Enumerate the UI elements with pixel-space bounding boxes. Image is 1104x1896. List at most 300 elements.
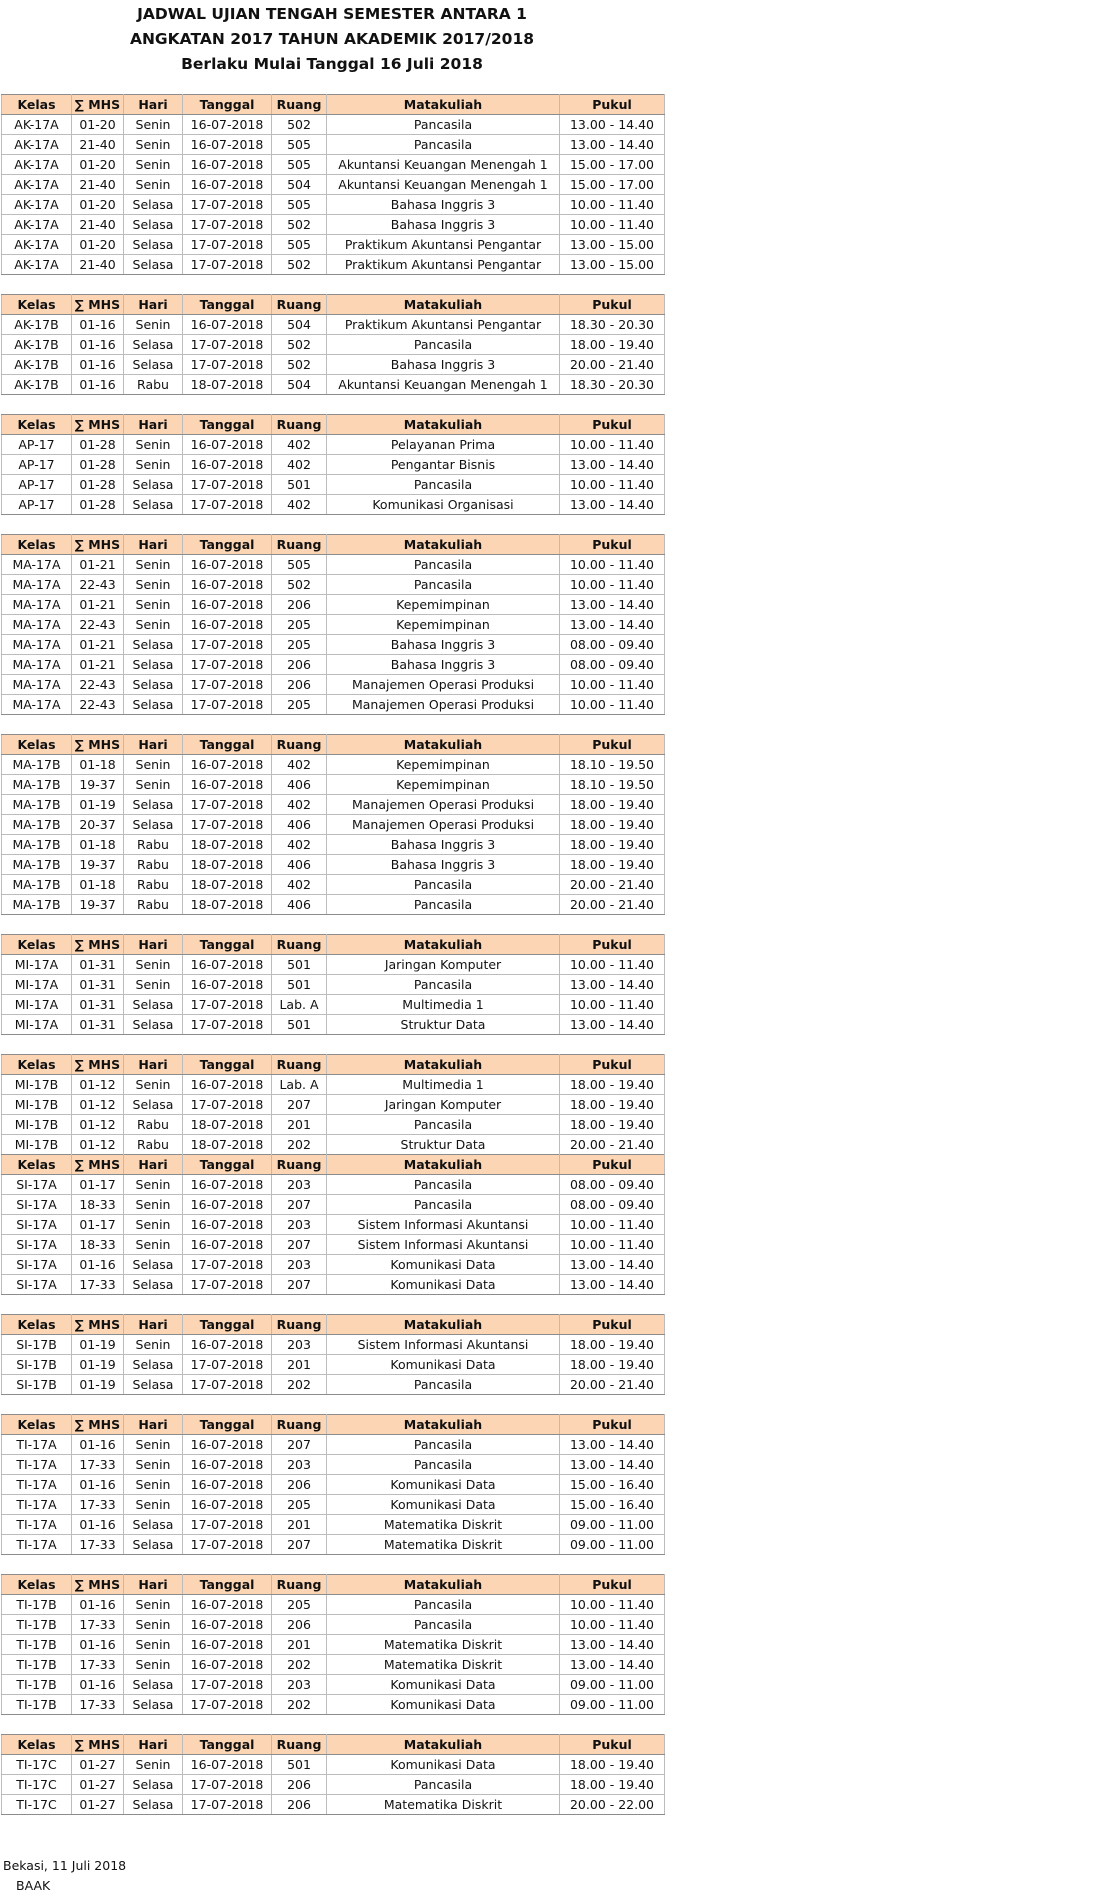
header-hari: Hari [124,735,183,755]
cell-kelas: AK-17A [2,255,72,275]
cell-hari: Senin [124,315,183,335]
cell-jumlah-mhs: 17-33 [72,1275,124,1295]
cell-kelas: SI-17A [2,1215,72,1235]
cell-jumlah-mhs: 01-18 [72,755,124,775]
cell-kelas: AK-17B [2,315,72,335]
cell-hari: Senin [124,1595,183,1615]
cell-pukul: 13.00 - 14.40 [560,1015,665,1035]
cell-tanggal: 16-07-2018 [183,315,272,335]
header-tanggal: Tanggal [183,1315,272,1335]
cell-jumlah-mhs: 01-17 [72,1215,124,1235]
header-pukul: Pukul [560,735,665,755]
cell-matakuliah: Bahasa Inggris 3 [327,215,560,235]
cell-matakuliah: Pancasila [327,335,560,355]
cell-pukul: 10.00 - 11.40 [560,675,665,695]
cell-kelas: TI-17A [2,1535,72,1555]
table-row [2,975,665,995]
header-hari: Hari [124,1155,183,1175]
header-hari: Hari [124,535,183,555]
cell-matakuliah: Akuntansi Keuangan Menengah 1 [327,175,560,195]
cell-kelas: TI-17A [2,1495,72,1515]
cell-matakuliah: Akuntansi Keuangan Menengah 1 [327,375,560,395]
cell-matakuliah: Bahasa Inggris 3 [327,655,560,675]
cell-ruang: 402 [272,795,327,815]
cell-ruang: 203 [272,1255,327,1275]
cell-pukul: 13.00 - 14.40 [560,595,665,615]
cell-kelas: TI-17A [2,1455,72,1475]
cell-matakuliah: Bahasa Inggris 3 [327,195,560,215]
cell-matakuliah: Akuntansi Keuangan Menengah 1 [327,155,560,175]
cell-kelas: AK-17B [2,375,72,395]
cell-tanggal: 17-07-2018 [183,255,272,275]
cell-ruang: 205 [272,1495,327,1515]
cell-ruang: 201 [272,1115,327,1135]
cell-kelas: SI-17A [2,1195,72,1215]
cell-tanggal: 16-07-2018 [183,1615,272,1635]
cell-hari: Senin [124,615,183,635]
cell-kelas: SI-17B [2,1375,72,1395]
cell-kelas: MI-17A [2,975,72,995]
table-row [2,595,665,615]
table-row [2,235,665,255]
cell-hari: Rabu [124,835,183,855]
cell-jumlah-mhs: 21-40 [72,135,124,155]
cell-matakuliah: Komunikasi Data [327,1475,560,1495]
cell-ruang: 206 [272,1795,327,1815]
cell-pukul: 09.00 - 11.00 [560,1515,665,1535]
cell-tanggal: 16-07-2018 [183,955,272,975]
cell-matakuliah: Bahasa Inggris 3 [327,635,560,655]
table-row [2,1595,665,1615]
cell-pukul: 20.00 - 22.00 [560,1795,665,1815]
cell-ruang: 505 [272,135,327,155]
cell-jumlah-mhs: 01-21 [72,655,124,675]
header-tanggal: Tanggal [183,1575,272,1595]
schedule-table [1,1414,665,1555]
cell-pukul: 13.00 - 14.40 [560,115,665,135]
table-row [2,195,665,215]
cell-hari: Senin [124,1215,183,1235]
header-pukul: Pukul [560,935,665,955]
cell-jumlah-mhs: 01-16 [72,1595,124,1615]
cell-matakuliah: Pancasila [327,1195,560,1215]
title-line-2: ANGKATAN 2017 TAHUN AKADEMIK 2017/2018 [129,30,535,48]
cell-hari: Selasa [124,695,183,715]
cell-hari: Selasa [124,1375,183,1395]
table-row [2,1615,665,1635]
header-hari: Hari [124,1055,183,1075]
header-hari: Hari [124,1315,183,1335]
cell-kelas: TI-17B [2,1615,72,1635]
cell-pukul: 13.00 - 15.00 [560,255,665,275]
cell-pukul: 08.00 - 09.40 [560,655,665,675]
cell-pukul: 10.00 - 11.40 [560,1595,665,1615]
cell-ruang: 202 [272,1655,327,1675]
table-row [2,1755,665,1775]
cell-pukul: 13.00 - 14.40 [560,1435,665,1455]
cell-tanggal: 17-07-2018 [183,1255,272,1275]
cell-tanggal: 16-07-2018 [183,1215,272,1235]
table-header-row [2,1575,665,1595]
table-row [2,495,665,515]
schedule-table [1,294,665,395]
schedule-table [1,94,665,275]
schedule-table [1,1054,665,1155]
cell-ruang: 505 [272,195,327,215]
cell-kelas: TI-17C [2,1775,72,1795]
cell-jumlah-mhs: 01-28 [72,435,124,455]
schedule-table [1,934,665,1035]
cell-jumlah-mhs: 01-16 [72,1675,124,1695]
cell-tanggal: 17-07-2018 [183,695,272,715]
schedule-table [1,734,665,915]
cell-tanggal: 17-07-2018 [183,1675,272,1695]
header-ruang: Ruang [272,535,327,555]
cell-tanggal: 16-07-2018 [183,1335,272,1355]
cell-jumlah-mhs: 01-31 [72,975,124,995]
cell-kelas: AK-17A [2,235,72,255]
cell-hari: Senin [124,1435,183,1455]
cell-hari: Rabu [124,375,183,395]
cell-tanggal: 17-07-2018 [183,1515,272,1535]
cell-jumlah-mhs: 01-16 [72,1435,124,1455]
cell-hari: Senin [124,575,183,595]
cell-pukul: 10.00 - 11.40 [560,475,665,495]
cell-jumlah-mhs: 19-37 [72,855,124,875]
cell-kelas: AK-17A [2,215,72,235]
table-row [2,1095,665,1115]
cell-hari: Selasa [124,1535,183,1555]
cell-tanggal: 16-07-2018 [183,1175,272,1195]
cell-ruang: 206 [272,655,327,675]
cell-tanggal: 16-07-2018 [183,1595,272,1615]
cell-tanggal: 16-07-2018 [183,1755,272,1775]
cell-matakuliah: Praktikum Akuntansi Pengantar [327,235,560,255]
cell-jumlah-mhs: 01-20 [72,115,124,135]
table-header-row [2,1055,665,1075]
cell-tanggal: 17-07-2018 [183,235,272,255]
cell-jumlah-mhs: 01-31 [72,955,124,975]
header-matakuliah: Matakuliah [327,1055,560,1075]
cell-ruang: Lab. A [272,995,327,1015]
table-row [2,1655,665,1675]
table-row [2,455,665,475]
header-pukul: Pukul [560,1735,665,1755]
cell-tanggal: 16-07-2018 [183,755,272,775]
cell-matakuliah: Manajemen Operasi Produksi [327,815,560,835]
cell-tanggal: 16-07-2018 [183,1435,272,1455]
table-row [2,1495,665,1515]
cell-pukul: 15.00 - 16.40 [560,1475,665,1495]
header-kelas: Kelas [2,1055,72,1075]
cell-ruang: 502 [272,355,327,375]
cell-hari: Selasa [124,1695,183,1715]
cell-hari: Selasa [124,1255,183,1275]
cell-matakuliah: Sistem Informasi Akuntansi [327,1215,560,1235]
cell-tanggal: 16-07-2018 [183,615,272,635]
cell-hari: Selasa [124,195,183,215]
cell-matakuliah: Pancasila [327,1455,560,1475]
cell-tanggal: 18-07-2018 [183,375,272,395]
cell-pukul: 13.00 - 14.40 [560,135,665,155]
cell-hari: Senin [124,1655,183,1675]
header-kelas: Kelas [2,535,72,555]
header-hari: Hari [124,1415,183,1435]
cell-pukul: 13.00 - 14.40 [560,1635,665,1655]
cell-pukul: 20.00 - 21.40 [560,895,665,915]
cell-pukul: 18.00 - 19.40 [560,1115,665,1135]
cell-ruang: 206 [272,1475,327,1495]
cell-hari: Senin [124,1495,183,1515]
cell-ruang: 502 [272,575,327,595]
cell-ruang: 502 [272,255,327,275]
table-row [2,215,665,235]
table-row [2,1795,665,1815]
cell-matakuliah: Kepemimpinan [327,615,560,635]
cell-ruang: 406 [272,895,327,915]
cell-pukul: 13.00 - 14.40 [560,1255,665,1275]
cell-hari: Senin [124,1075,183,1095]
cell-kelas: MA-17A [2,555,72,575]
cell-matakuliah: Pengantar Bisnis [327,455,560,475]
header-ruang: Ruang [272,1155,327,1175]
cell-hari: Senin [124,1195,183,1215]
cell-pukul: 13.00 - 14.40 [560,495,665,515]
cell-hari: Selasa [124,815,183,835]
table-row [2,815,665,835]
table-row [2,955,665,975]
cell-jumlah-mhs: 17-33 [72,1455,124,1475]
cell-kelas: SI-17B [2,1355,72,1375]
cell-tanggal: 17-07-2018 [183,495,272,515]
cell-pukul: 10.00 - 11.40 [560,1615,665,1635]
cell-matakuliah: Pancasila [327,975,560,995]
table-row [2,615,665,635]
table-header-row [2,1315,665,1335]
table-row [2,1335,665,1355]
footer-signer: BAAK [16,1878,51,1893]
header-kelas: Kelas [2,415,72,435]
cell-matakuliah: Multimedia 1 [327,995,560,1015]
cell-pukul: 10.00 - 11.40 [560,575,665,595]
cell-jumlah-mhs: 01-27 [72,1795,124,1815]
header-kelas: Kelas [2,1575,72,1595]
cell-pukul: 13.00 - 14.40 [560,1455,665,1475]
cell-tanggal: 18-07-2018 [183,1135,272,1155]
cell-ruang: 504 [272,315,327,335]
cell-pukul: 18.00 - 19.40 [560,1075,665,1095]
cell-jumlah-mhs: 22-43 [72,675,124,695]
cell-matakuliah: Pelayanan Prima [327,435,560,455]
cell-hari: Senin [124,975,183,995]
schedule-table [1,1734,665,1815]
cell-hari: Senin [124,1475,183,1495]
header-tanggal: Tanggal [183,1055,272,1075]
header-tanggal: Tanggal [183,1415,272,1435]
header-jumlah-mhs: ∑ MHS [72,1155,124,1175]
cell-kelas: MI-17B [2,1135,72,1155]
header-ruang: Ruang [272,295,327,315]
cell-hari: Selasa [124,235,183,255]
table-row [2,875,665,895]
cell-hari: Selasa [124,1795,183,1815]
cell-hari: Senin [124,1335,183,1355]
cell-tanggal: 17-07-2018 [183,675,272,695]
cell-ruang: 202 [272,1695,327,1715]
cell-matakuliah: Matematika Diskrit [327,1515,560,1535]
cell-pukul: 13.00 - 15.00 [560,235,665,255]
schedule-table [1,1314,665,1395]
cell-tanggal: 17-07-2018 [183,655,272,675]
header-jumlah-mhs: ∑ MHS [72,1055,124,1075]
table-row [2,315,665,335]
cell-ruang: 504 [272,375,327,395]
cell-matakuliah: Pancasila [327,555,560,575]
table-header-row [2,535,665,555]
cell-kelas: MI-17A [2,995,72,1015]
cell-jumlah-mhs: 17-33 [72,1495,124,1515]
cell-matakuliah: Struktur Data [327,1015,560,1035]
table-row [2,835,665,855]
cell-matakuliah: Pancasila [327,575,560,595]
cell-jumlah-mhs: 22-43 [72,695,124,715]
cell-pukul: 18.00 - 19.40 [560,335,665,355]
cell-pukul: 18.00 - 19.40 [560,1775,665,1795]
cell-ruang: 207 [272,1435,327,1455]
cell-pukul: 18.00 - 19.40 [560,1355,665,1375]
cell-tanggal: 16-07-2018 [183,155,272,175]
table-row [2,1115,665,1135]
cell-tanggal: 17-07-2018 [183,475,272,495]
title-line-3: Berlaku Mulai Tanggal 16 Juli 2018 [181,55,483,73]
table-row [2,575,665,595]
cell-jumlah-mhs: 01-16 [72,315,124,335]
cell-jumlah-mhs: 01-16 [72,375,124,395]
cell-hari: Selasa [124,1355,183,1375]
table-row [2,1375,665,1395]
cell-pukul: 10.00 - 11.40 [560,555,665,575]
table-row [2,355,665,375]
cell-tanggal: 17-07-2018 [183,1095,272,1115]
table-header-row [2,1735,665,1755]
cell-ruang: 202 [272,1135,327,1155]
header-tanggal: Tanggal [183,295,272,315]
cell-jumlah-mhs: 21-40 [72,215,124,235]
cell-tanggal: 16-07-2018 [183,1195,272,1215]
cell-matakuliah: Matematika Diskrit [327,1635,560,1655]
cell-tanggal: 16-07-2018 [183,135,272,155]
cell-matakuliah: Komunikasi Data [327,1695,560,1715]
cell-hari: Senin [124,1635,183,1655]
cell-tanggal: 17-07-2018 [183,1695,272,1715]
cell-hari: Senin [124,455,183,475]
cell-matakuliah: Jaringan Komputer [327,955,560,975]
cell-ruang: 201 [272,1635,327,1655]
cell-kelas: MI-17B [2,1095,72,1115]
cell-pukul: 09.00 - 11.00 [560,1535,665,1555]
table-row [2,635,665,655]
header-matakuliah: Matakuliah [327,1575,560,1595]
cell-pukul: 18.00 - 19.40 [560,1755,665,1775]
cell-jumlah-mhs: 21-40 [72,175,124,195]
cell-tanggal: 17-07-2018 [183,195,272,215]
cell-tanggal: 16-07-2018 [183,595,272,615]
cell-tanggal: 16-07-2018 [183,1455,272,1475]
cell-hari: Senin [124,955,183,975]
cell-jumlah-mhs: 17-33 [72,1535,124,1555]
cell-matakuliah: Pancasila [327,475,560,495]
table-row [2,1675,665,1695]
cell-pukul: 15.00 - 17.00 [560,175,665,195]
cell-pukul: 10.00 - 11.40 [560,1215,665,1235]
cell-ruang: 406 [272,855,327,875]
cell-hari: Senin [124,1175,183,1195]
cell-kelas: TI-17C [2,1795,72,1815]
header-ruang: Ruang [272,1055,327,1075]
cell-hari: Selasa [124,495,183,515]
header-pukul: Pukul [560,1575,665,1595]
table-row [2,1455,665,1475]
cell-pukul: 15.00 - 17.00 [560,155,665,175]
cell-matakuliah: Praktikum Akuntansi Pengantar [327,255,560,275]
cell-tanggal: 17-07-2018 [183,355,272,375]
cell-matakuliah: Sistem Informasi Akuntansi [327,1335,560,1355]
header-pukul: Pukul [560,415,665,435]
table-row [2,255,665,275]
cell-matakuliah: Komunikasi Data [327,1355,560,1375]
cell-jumlah-mhs: 01-16 [72,1515,124,1535]
cell-matakuliah: Komunikasi Data [327,1255,560,1275]
cell-jumlah-mhs: 01-12 [72,1075,124,1095]
header-ruang: Ruang [272,1415,327,1435]
cell-matakuliah: Kepemimpinan [327,775,560,795]
cell-pukul: 18.00 - 19.40 [560,835,665,855]
cell-ruang: 501 [272,955,327,975]
table-row [2,1255,665,1275]
cell-kelas: TI-17B [2,1595,72,1615]
cell-jumlah-mhs: 01-31 [72,995,124,1015]
table-row [2,1775,665,1795]
cell-hari: Selasa [124,1275,183,1295]
table-row [2,655,665,675]
cell-tanggal: 16-07-2018 [183,1075,272,1095]
cell-jumlah-mhs: 18-33 [72,1195,124,1215]
cell-hari: Senin [124,175,183,195]
cell-hari: Selasa [124,1015,183,1035]
table-row [2,555,665,575]
cell-tanggal: 16-07-2018 [183,435,272,455]
cell-kelas: SI-17A [2,1275,72,1295]
header-hari: Hari [124,95,183,115]
table-row [2,675,665,695]
table-row [2,1515,665,1535]
cell-jumlah-mhs: 01-12 [72,1095,124,1115]
cell-kelas: MA-17A [2,575,72,595]
header-tanggal: Tanggal [183,735,272,755]
header-matakuliah: Matakuliah [327,735,560,755]
cell-matakuliah: Matematika Diskrit [327,1795,560,1815]
cell-pukul: 18.00 - 19.40 [560,795,665,815]
header-matakuliah: Matakuliah [327,1155,560,1175]
cell-hari: Selasa [124,355,183,375]
cell-ruang: 203 [272,1335,327,1355]
table-row [2,1275,665,1295]
cell-hari: Selasa [124,795,183,815]
header-matakuliah: Matakuliah [327,1315,560,1335]
cell-ruang: 203 [272,1455,327,1475]
cell-pukul: 13.00 - 14.40 [560,1655,665,1675]
cell-pukul: 18.30 - 20.30 [560,315,665,335]
